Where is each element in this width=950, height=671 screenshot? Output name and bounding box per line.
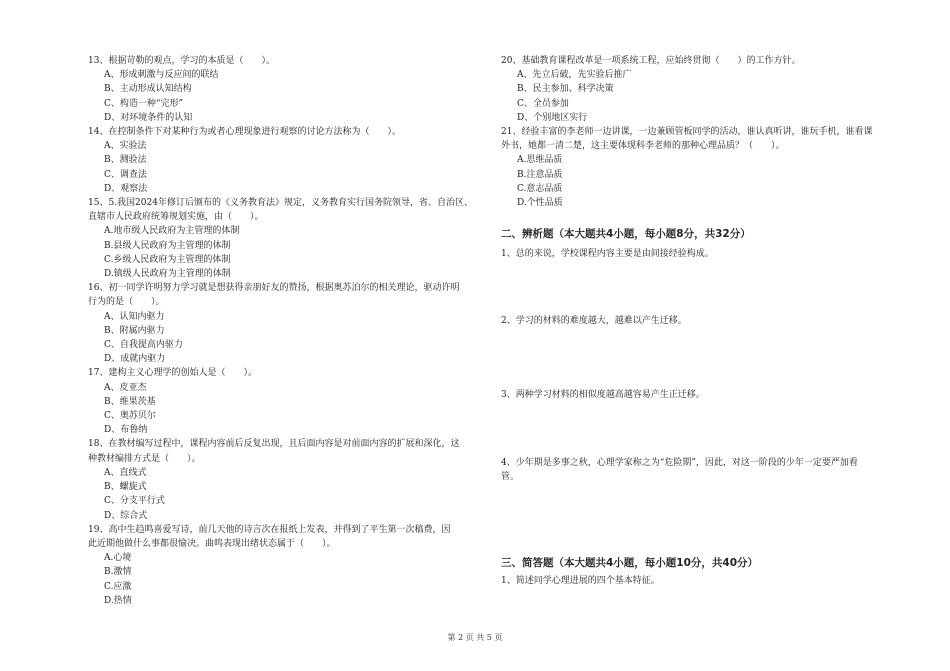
option-b: B、民主参加、科学决策	[517, 84, 614, 95]
option-b: B、附属内驱力	[104, 325, 165, 336]
option-b: B.注意品质	[517, 169, 563, 180]
option-c: C.应激	[104, 581, 132, 592]
option-c: C、自我提高内驱力	[104, 340, 183, 351]
option-a: A、实验法	[104, 141, 147, 152]
option-d: D、个别地区实行	[517, 112, 588, 123]
right-column	[501, 54, 901, 588]
question-stem-line-2: 行为的是（ ）。	[88, 297, 165, 308]
option-d: D.热情	[104, 595, 132, 606]
option-b: B.县级人民政府为主管理的体制	[104, 240, 231, 251]
question-17	[88, 366, 488, 437]
analysis-question-4	[501, 456, 901, 484]
option-d: D.个性品质	[517, 198, 563, 209]
question-stem-line-1: 21、经验丰富的李老师一边讲课，一边兼顾管板同学的活动，谁认真听讲，谁玩手机，谁看课	[501, 127, 873, 138]
option-b: B.激情	[104, 567, 132, 578]
option-a: A、直线式	[104, 467, 147, 478]
question-15	[88, 196, 488, 281]
option-b: B、维果茨基	[104, 396, 156, 407]
option-d: D、布鲁纳	[104, 425, 148, 436]
question-19	[88, 523, 488, 608]
question-14	[88, 125, 488, 196]
option-a: A、形成刺激与反应间的联结	[104, 70, 219, 81]
question-stem-line-1: 16、初一同学许明努力学习就是想获得亲朋好友的赞扬，根据奥苏泊尔的相关理论，驱动许明	[88, 283, 460, 294]
option-a: A.地市级人民政府为主管理的体制	[104, 226, 240, 237]
section-3-title: 三、简答题（本大题共4小题，每小题10分，共40分）	[501, 557, 759, 570]
question-stem-line-2: 直辖市人民政府统筹规划实施，由（ ）。	[88, 212, 264, 223]
analysis-question-4-line-1: 4、少年期是多事之秋，心理学家称之为“危险期”，因此，对这一阶段的少年一定要严加看	[501, 457, 858, 468]
option-a: A、先立后破，先实验后推广	[517, 70, 632, 81]
analysis-question-3: 3、两种学习材料的相似度越高越容易产生正迁移。	[501, 389, 705, 400]
question-stem: 17、建构主义心理学的创始人是（ ）。	[88, 368, 257, 379]
question-21	[501, 125, 901, 210]
option-c: C、奥苏贝尔	[104, 411, 156, 422]
option-c: C、全员参加	[517, 98, 569, 109]
option-b: B、测验法	[104, 155, 147, 166]
question-stem-line-1: 15、5.我国2024年修订后颁布的《义务教育法》规定，义务教育实行国务院领导，省、自治区、	[88, 198, 473, 209]
analysis-question-1: 1、总的来说，学校课程内容主要是由间接经验构成。	[501, 249, 714, 260]
short-answer-question-1: 1、简述同学心理进展的四个基本特征。	[501, 576, 660, 587]
question-18	[88, 437, 488, 522]
option-a: A.心境	[104, 553, 132, 564]
analysis-question-2: 2、学习的材料的难度越大，越难以产生迁移。	[501, 316, 687, 327]
option-b: B、螺旋式	[104, 482, 147, 493]
question-stem: 14、在控制条件下对某种行为或者心理现象进行观察的讨论方法称为（ ）。	[88, 127, 401, 138]
option-d: D、综合式	[104, 510, 148, 521]
option-d: D、观察法	[104, 183, 148, 194]
question-stem-line-2: 外书，她都一清二楚，这主要体现科李老师的那种心理品质？（ ）。	[501, 141, 785, 152]
question-stem-line-2: 此近期他做什么事都很愉决。曲鸣表现出绪状态属于（ ）。	[88, 538, 336, 549]
question-stem-line-1: 18、在教材编写过程中，课程内容前后反复出现，且后面内容是对前面内容的扩展和深化，这	[88, 439, 460, 450]
question-stem-line-2: 种教材编排方式是（ ）。	[88, 453, 201, 464]
option-d: D、对环境条件的认知	[104, 112, 193, 123]
question-stem-line-1: 19、高中生趋鸣喜爱写诗，前几天他的诗言次在报纸上发表，并得到了平生第一次稿费，因	[88, 524, 451, 535]
question-13	[88, 54, 488, 125]
page-footer: 第 2 页 共 5 页	[447, 633, 503, 642]
option-d: D、成就内驱力	[104, 354, 166, 365]
option-d: D.镇级人民政府为主管理的体制	[104, 269, 231, 280]
question-stem: 13、根据苛勒的观点，学习的本质是（ ）。	[88, 56, 275, 66]
question-stem: 20、基础教育课程改革是一项系统工程，应始终贯彻（ ）的工作方针。	[501, 56, 801, 66]
option-a: A、认知内驱力	[104, 311, 165, 322]
option-c: C、构造一种“完形”	[104, 98, 184, 109]
option-c: C、分支平行式	[104, 496, 165, 507]
option-c: C.乡级人民政府为主管理的体制	[104, 254, 231, 265]
option-a: A、皮亚杰	[104, 382, 147, 393]
option-a: A.思维品质	[517, 155, 563, 166]
left-column	[88, 54, 488, 608]
option-c: C.意志品质	[517, 183, 563, 194]
option-c: C、调查法	[104, 169, 147, 180]
section-2-title: 二、辨析题（本大题共4小题，每小题8分，共32分）	[501, 228, 751, 241]
question-16	[88, 281, 488, 366]
question-20	[501, 54, 901, 125]
analysis-question-4-line-2: 管。	[501, 472, 520, 483]
option-b: B、主动形成认知结构	[104, 84, 192, 95]
